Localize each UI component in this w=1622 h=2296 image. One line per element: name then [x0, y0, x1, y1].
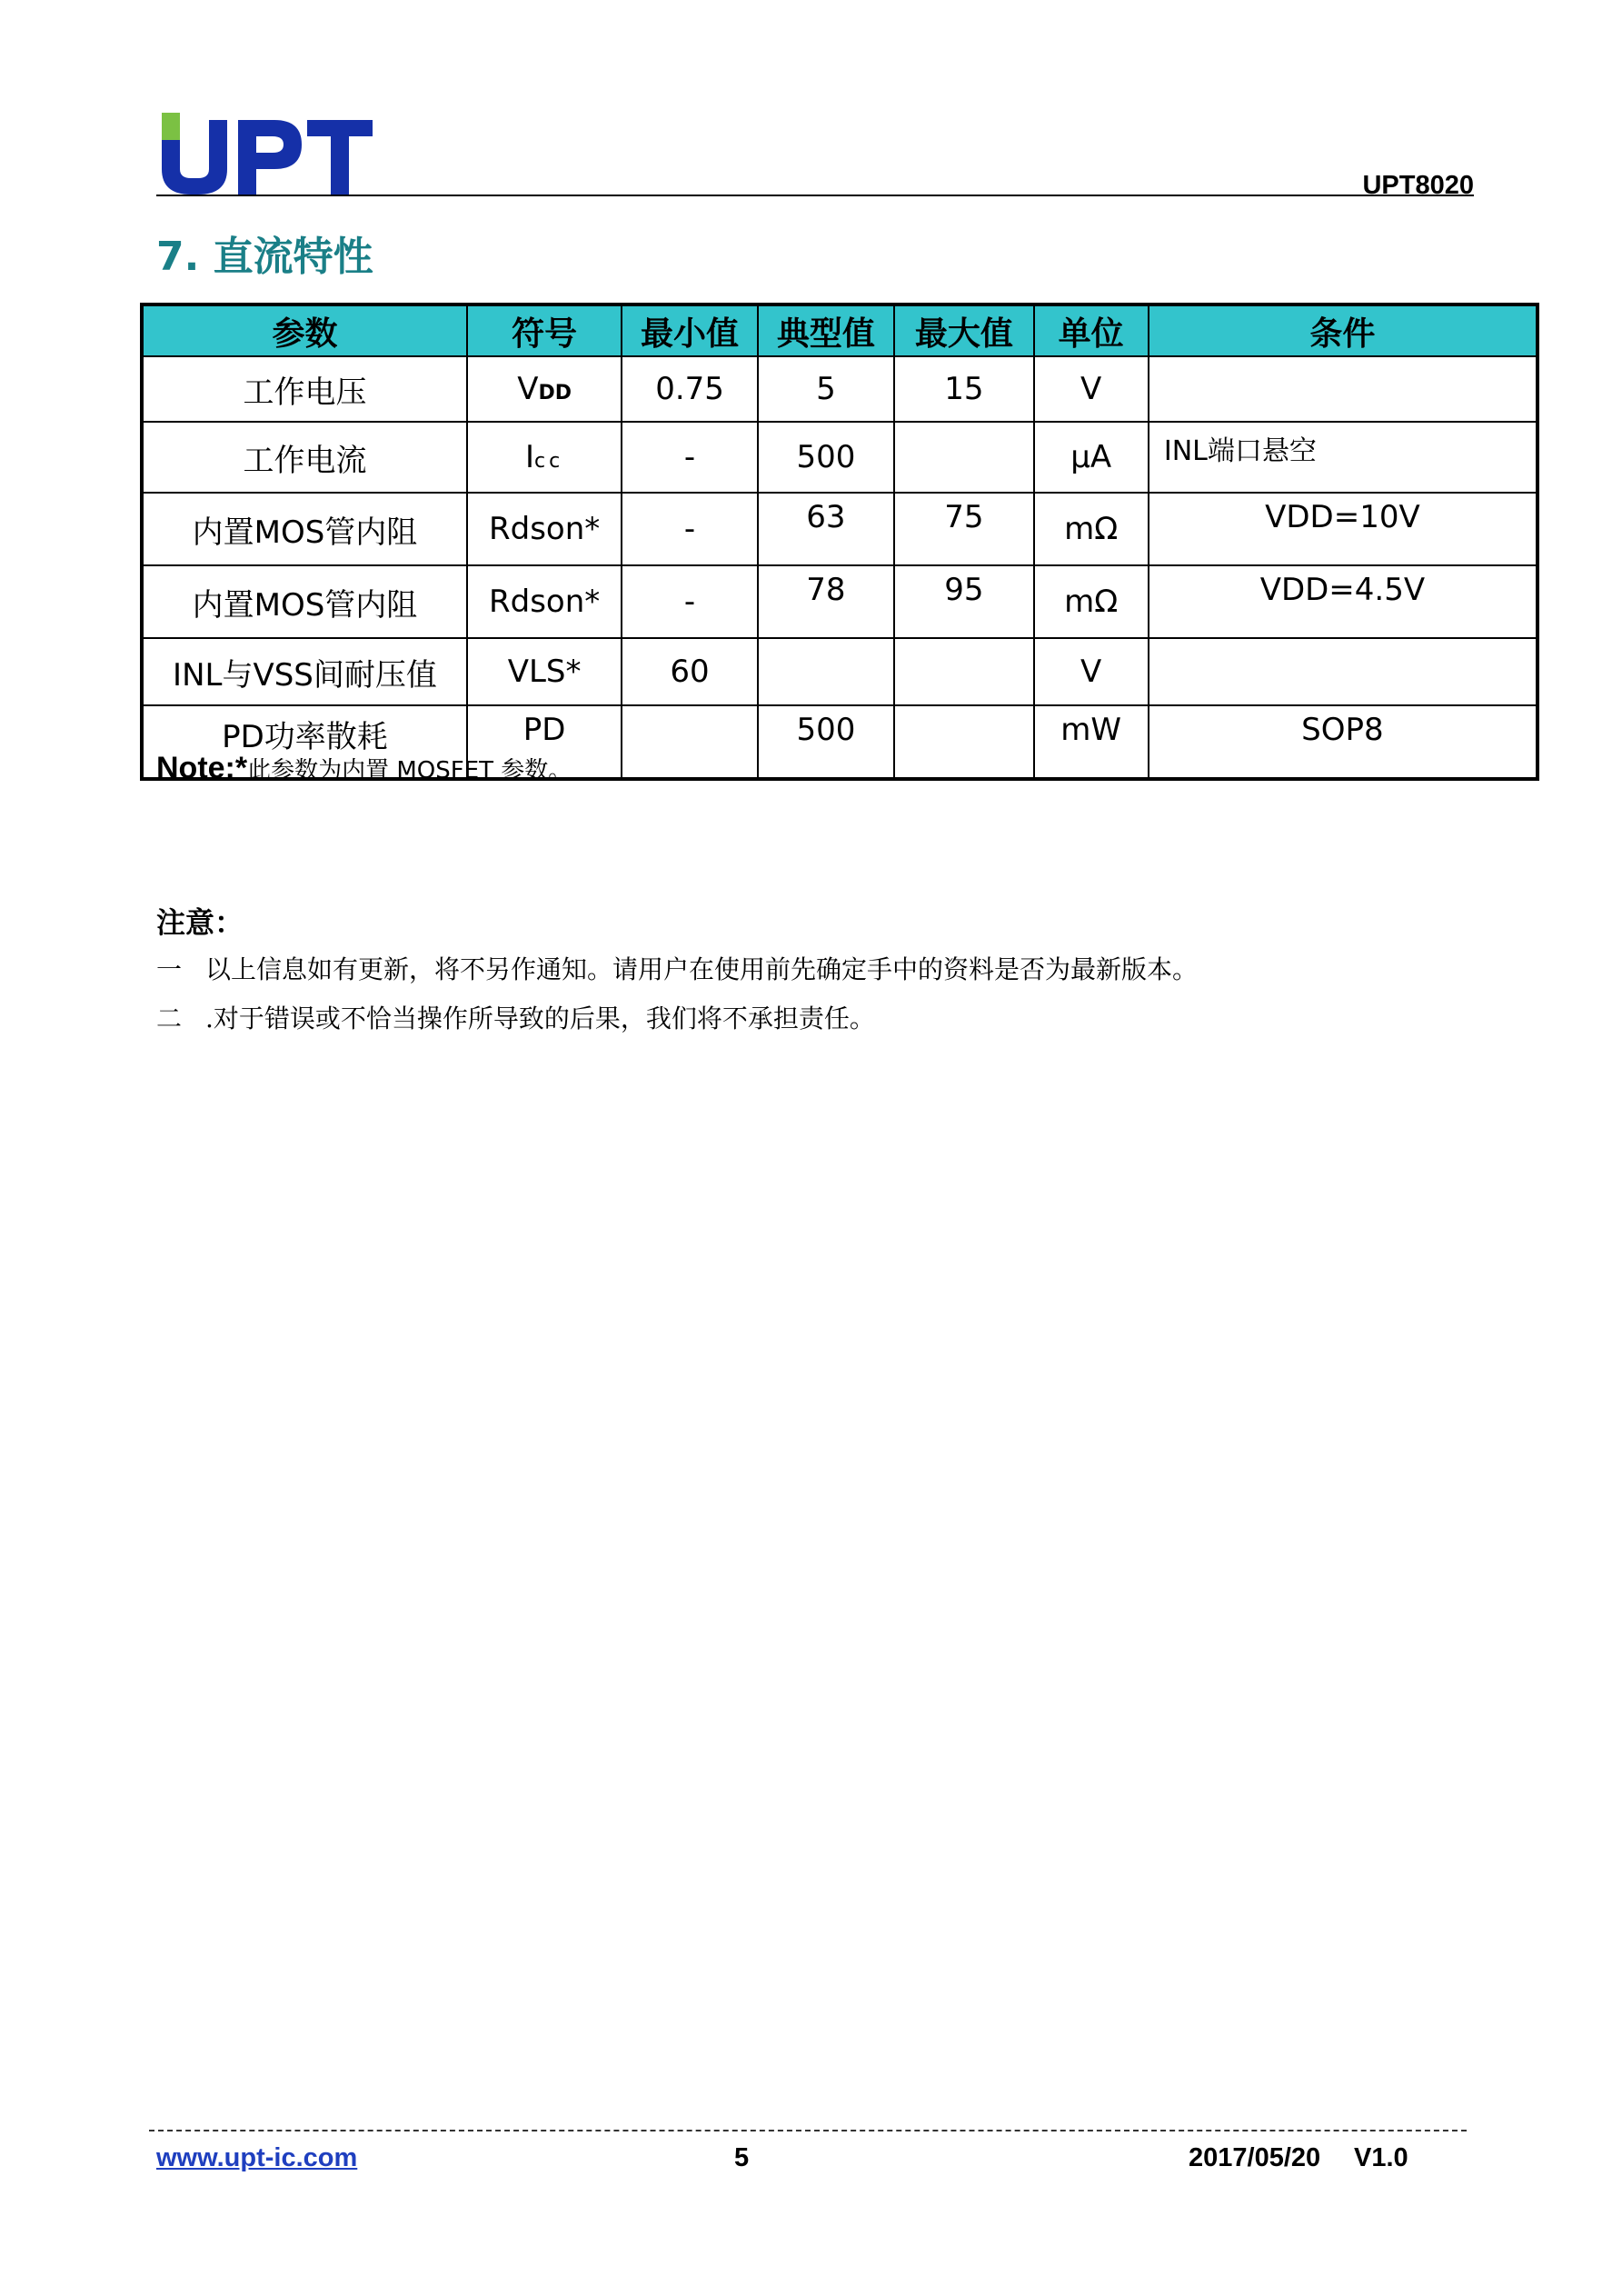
symbol-main: I [525, 439, 535, 475]
cell-min [622, 705, 757, 779]
attention-item [156, 999, 875, 1035]
header-param: 参数 [142, 304, 467, 356]
cell-max: 95 [894, 565, 1033, 638]
cell-unit: mΩ [1034, 565, 1149, 638]
cell-typ: 500 [758, 422, 894, 493]
cell-symbol: PD [467, 705, 622, 779]
cell-max [894, 422, 1033, 493]
attention-item-text: .对于错误或不恰当操作所导致的后果，我们将不承担责任。 [205, 1003, 875, 1033]
footer-website-link[interactable]: www.upt-ic.com [156, 2143, 358, 2172]
table-note [156, 751, 572, 786]
cell-unit: mW [1034, 705, 1149, 779]
cell-unit: V [1034, 638, 1149, 705]
cell-typ [758, 638, 894, 705]
note-text: 此参数为内置 MOSFET 参数。 [247, 757, 572, 784]
cell-typ: 500 [758, 705, 894, 779]
header-unit: 单位 [1034, 304, 1149, 356]
cell-max: 75 [894, 493, 1033, 565]
cell-condition: VDD=4.5V [1149, 565, 1537, 638]
table-row [142, 565, 1537, 638]
attention-item-number: 二 [156, 1003, 183, 1033]
note-label: Note:* [156, 751, 248, 785]
table-row [142, 422, 1537, 493]
cell-condition [1149, 356, 1537, 422]
dc-characteristics-table [140, 303, 1539, 781]
cell-min: - [622, 422, 757, 493]
document-id: UPT8020 [1362, 171, 1474, 200]
cell-condition: INL端口悬空 [1149, 422, 1537, 493]
cell-symbol [467, 356, 622, 422]
cell-param: 内置MOS管内阻 [142, 565, 467, 638]
cell-symbol [467, 422, 622, 493]
section-title: 7. 直流特性 [156, 234, 373, 280]
cell-min: - [622, 565, 757, 638]
attention-item-number: 一 [156, 954, 183, 984]
symbol-sub: DD [538, 382, 572, 404]
table-row [142, 356, 1537, 422]
table-header-row [142, 304, 1537, 356]
cell-param: 工作电流 [142, 422, 467, 493]
cell-min: 60 [622, 638, 757, 705]
header-max: 最大值 [894, 304, 1033, 356]
table-row [142, 638, 1537, 705]
cell-unit: V [1034, 356, 1149, 422]
cell-max [894, 705, 1033, 779]
cell-typ: 78 [758, 565, 894, 638]
cell-param: 工作电压 [142, 356, 467, 422]
header-symbol: 符号 [467, 304, 622, 356]
cell-symbol: Rdson* [467, 493, 622, 565]
header-condition: 条件 [1149, 304, 1537, 356]
cell-min: - [622, 493, 757, 565]
attention-item-text: 以上信息如有更新，将不另作通知。请用户在使用前先确定手中的资料是否为最新版本。 [205, 954, 1199, 984]
cell-param: 内置MOS管内阻 [142, 493, 467, 565]
cell-typ: 63 [758, 493, 894, 565]
cell-typ: 5 [758, 356, 894, 422]
cell-symbol: Rdson* [467, 565, 622, 638]
cell-condition [1149, 638, 1537, 705]
footer-version: V1.0 [1354, 2143, 1408, 2172]
attention-title: 注意： [156, 905, 244, 940]
header-typ: 典型值 [758, 304, 894, 356]
upt-logo [162, 113, 373, 196]
cell-condition: SOP8 [1149, 705, 1537, 779]
cell-param: PD功率散耗 [142, 705, 467, 779]
cell-max [894, 638, 1033, 705]
symbol-main: V [517, 371, 539, 407]
header-divider [156, 195, 1474, 196]
cell-condition: VDD=10V [1149, 493, 1537, 565]
cell-min: 0.75 [622, 356, 757, 422]
symbol-sub: cc [534, 450, 564, 473]
attention-item [156, 950, 1198, 986]
footer-page-number: 5 [734, 2143, 750, 2172]
footer-divider [149, 2130, 1467, 2131]
table-row [142, 493, 1537, 565]
footer-date: 2017/05/20 [1189, 2143, 1321, 2172]
cell-symbol: VLS* [467, 638, 622, 705]
cell-unit: μA [1034, 422, 1149, 493]
cell-unit: mΩ [1034, 493, 1149, 565]
cell-max: 15 [894, 356, 1033, 422]
header-min: 最小值 [622, 304, 757, 356]
cell-param: INL与VSS间耐压值 [142, 638, 467, 705]
